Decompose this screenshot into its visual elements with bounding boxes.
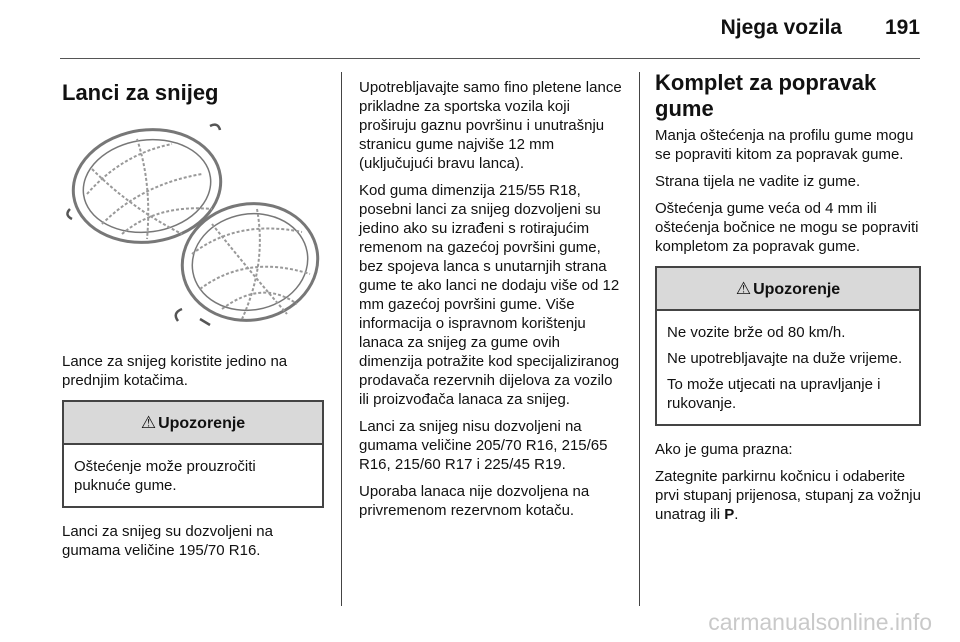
column-divider-1 <box>341 72 342 606</box>
paragraph: Oštećenja gume veća od 4 mm ili oštećenja bočnice ne mogu se popraviti kompletom za popravak gume. <box>655 200 919 255</box>
paragraph: Manja oštećenja na profilu gume mogu se popraviti kitom za popravak gume. <box>655 127 914 163</box>
warning-title: Upozorenje <box>753 281 841 298</box>
warning-icon: ⚠ <box>735 279 752 298</box>
flat-tyre-text: Ako je guma prazna: <box>655 441 793 458</box>
page-number: 191 <box>884 16 920 39</box>
warning-body <box>64 445 322 506</box>
instruction-end: . <box>734 506 739 523</box>
warning-box <box>655 266 921 426</box>
park-gear-label: P <box>724 506 735 523</box>
left-column <box>62 70 324 568</box>
paragraph: Kod guma dimenzija 215/55 R18, posebni lanci za snijeg dozvoljeni su jedino ako su izrađeni s rotirajućim remenom na gazećoj površini gume, bez spojeva lanca s unutarnjih strana gume te ako lanci ne dodaju više od 12 mm gazećoj površini gume. Više informacija o ispravnom korištenju lanaca za snijeg za gume ovih dimenzija potražite kod specijaliziranog prodavača rezervnih dijelova za vozilo ili proizvođača lanaca za snijeg. <box>359 182 620 408</box>
warning-text: Ne upotrebljavajte na duže vrijeme. <box>667 350 903 367</box>
allowed-tyres-text: Lanci za snijeg su dozvoljeni na gumama veličine 195/70 R16. <box>62 523 273 559</box>
header-rule <box>60 58 920 59</box>
warning-icon: ⚠ <box>140 413 157 432</box>
warning-title: Upozorenje <box>158 415 246 432</box>
instruction-main: Zategnite parkirnu kočnicu i odaberite prvi stupanj prijenosa, stupanj za vožnju unatrag ili <box>655 468 921 523</box>
paragraph: Strana tijela ne vadite iz gume. <box>655 173 861 190</box>
header-title: Njega vozila <box>720 16 842 39</box>
warning-body <box>657 311 919 424</box>
paragraph: Upotrebljavajte samo fino pletene lance prikladne za sportska vozila koji proširuju gaznu površinu i unutrašnju stranicu gume najviše 12 mm (uključujući bravu lanca). <box>359 79 622 172</box>
repair-kit-heading: Komplet za popravak gume <box>655 70 877 121</box>
intro-text: Lance za snijeg koristite jedino na prednjim kotačima. <box>62 353 288 389</box>
warning-text: To može utjecati na upravljanje i rukovanje. <box>667 376 881 412</box>
paragraph: Uporaba lanaca nije dozvoljena na privremenom rezervnom kotaču. <box>359 483 590 519</box>
warning-header <box>64 402 322 445</box>
snow-chains-heading: Lanci za snijeg <box>62 80 219 105</box>
instruction-text <box>655 467 921 524</box>
warning-box <box>62 400 324 508</box>
column-divider-2 <box>639 72 640 606</box>
middle-column <box>359 78 623 528</box>
warning-text: Ne vozite brže od 80 km/h. <box>667 324 846 341</box>
snow-chains-icon <box>62 114 324 334</box>
warning-header <box>657 268 919 311</box>
paragraph: Lanci za snijeg nisu dozvoljeni na gumama veličine 205/70 R16, 215/65 R16, 215/60 R17 i 225/45 R19. <box>359 418 608 473</box>
right-column <box>655 70 921 532</box>
warning-text: Oštećenje može prouzročiti puknuće gume. <box>74 458 256 494</box>
watermark: carmanualsonline.info <box>708 609 932 635</box>
